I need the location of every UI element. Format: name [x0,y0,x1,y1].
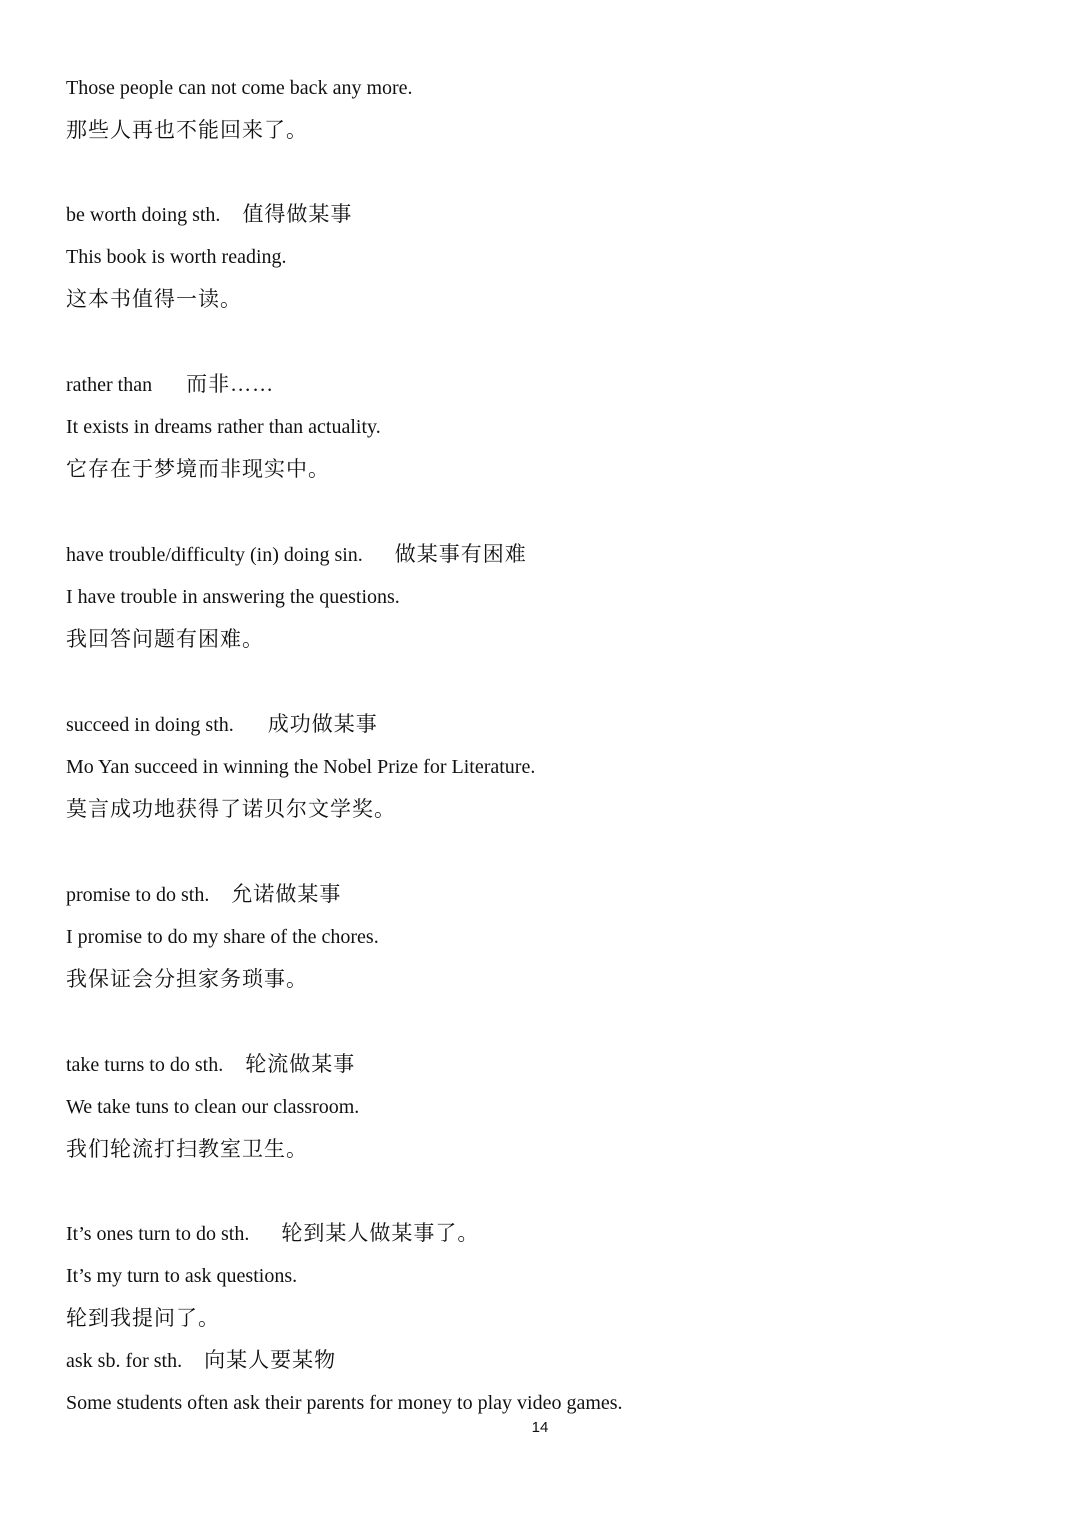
phrase-meaning: 而非…… [186,372,275,396]
phrase-meaning: 向某人要某物 [204,1348,337,1372]
phrase-term: promise to do sth. [66,884,210,906]
example-sentence-cn: 我回答问题有困难。 [66,627,264,651]
example-sentence-en: It’s my turn to ask questions. [66,1265,298,1287]
example-sentence-en: We take tuns to clean our classroom. [66,1096,360,1118]
example-sentence-en: Mo Yan succeed in winning the Nobel Prize for Literature. [66,756,536,778]
example-sentence-cn: 我保证会分担家务琐事。 [66,967,308,991]
phrase-entry [66,712,378,737]
phrase-term: be worth doing sth. [66,204,221,226]
example-sentence-cn: 轮到我提问了。 [66,1306,220,1330]
phrase-entry [66,1052,355,1077]
phrase-meaning: 轮到某人做某事了。 [281,1221,480,1245]
phrase-term: ask sb. for sth. [66,1350,183,1372]
phrase-entry [66,1348,336,1373]
phrase-meaning: 轮流做某事 [245,1052,356,1076]
phrase-term: have trouble/difficulty (in) doing sin. [66,544,363,566]
phrase-meaning: 做某事有困难 [394,542,527,566]
phrase-term: take turns to do sth. [66,1054,224,1076]
example-sentence-en: I promise to do my share of the chores. [66,926,379,948]
example-sentence-cn: 这本书值得一读。 [66,287,242,311]
example-sentence-en: It exists in dreams rather than actuality. [66,416,381,438]
example-sentence-cn: 莫言成功地获得了诺贝尔文学奖。 [66,797,396,821]
phrase-meaning: 允诺做某事 [231,882,342,906]
phrase-entry [66,1221,479,1246]
phrase-meaning: 成功做某事 [267,712,378,736]
phrase-term: succeed in doing sth. [66,714,234,736]
example-sentence-en: This book is worth reading. [66,246,287,268]
phrase-entry [66,372,274,397]
phrase-entry [66,882,341,907]
phrase-term: rather than [66,374,153,396]
phrase-term: It’s ones turn to do sth. [66,1223,250,1245]
phrase-meaning: 值得做某事 [242,202,353,226]
example-sentence-cn: 那些人再也不能回来了。 [66,118,308,142]
phrase-entry [66,542,527,567]
example-sentence-en: Those people can not come back any more. [66,77,413,99]
example-sentence-cn: 它存在于梦境而非现实中。 [66,457,330,481]
example-sentence-en: I have trouble in answering the questions. [66,586,400,608]
phrase-entry [66,202,352,227]
example-sentence-en: Some students often ask their parents for money to play video games. [66,1392,623,1414]
page-number: 14 [531,1419,549,1436]
example-sentence-cn: 我们轮流打扫教室卫生。 [66,1137,308,1161]
